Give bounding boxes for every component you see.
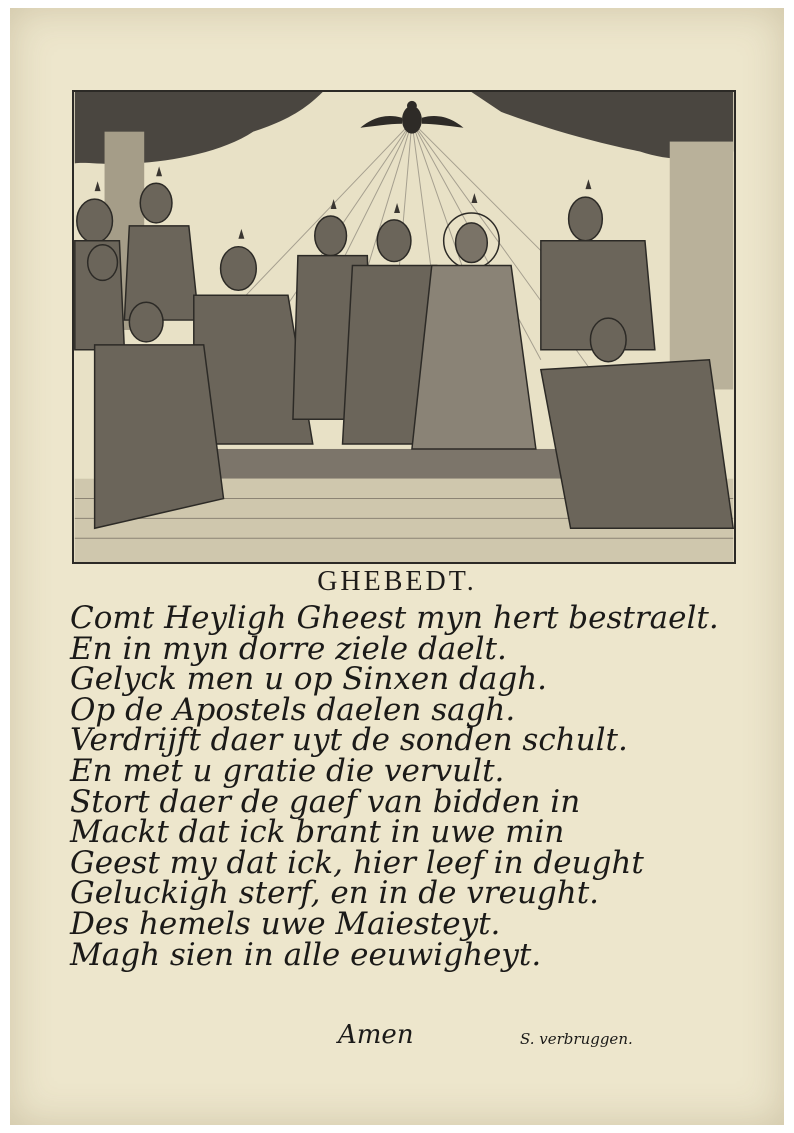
prayer-line: Stort daer de gaef van bidden in — [70, 783, 581, 820]
engraver-signature: S. verbruggen. — [520, 1030, 633, 1048]
amen-text: Amen — [338, 1020, 414, 1050]
engraving-artwork — [74, 92, 734, 562]
prayer-line: Gelyck men u op Sinxen dagh. — [70, 661, 548, 698]
prayer-line: Magh sien in alle eeuwigheyt. — [70, 936, 542, 973]
prayer-line: En met u gratie die vervult. — [70, 752, 505, 789]
prayer-line: Op de Apostels daelen sagh. — [70, 691, 516, 728]
prayer-line: Des hemels uwe Maiesteyt. — [70, 905, 501, 942]
prayer-line: Verdrijft daer uyt de sonden schult. — [70, 722, 628, 759]
prayer-line: En in myn dorre ziele daelt. — [70, 630, 507, 667]
pentecost-engraving — [72, 90, 736, 564]
prayer-text — [70, 600, 770, 973]
prayer-line: Geest my dat ick, hier leef in deught — [70, 844, 644, 881]
prayer-line: Comt Heyligh Gheest myn hert bestraelt. — [70, 600, 719, 636]
prayer-line: Mackt dat ick brant in uwe min — [70, 814, 565, 851]
prayer-line: Geluckigh sterf, en in de vreught. — [70, 875, 600, 912]
prayer-title: GHEBEDT. — [317, 566, 477, 597]
